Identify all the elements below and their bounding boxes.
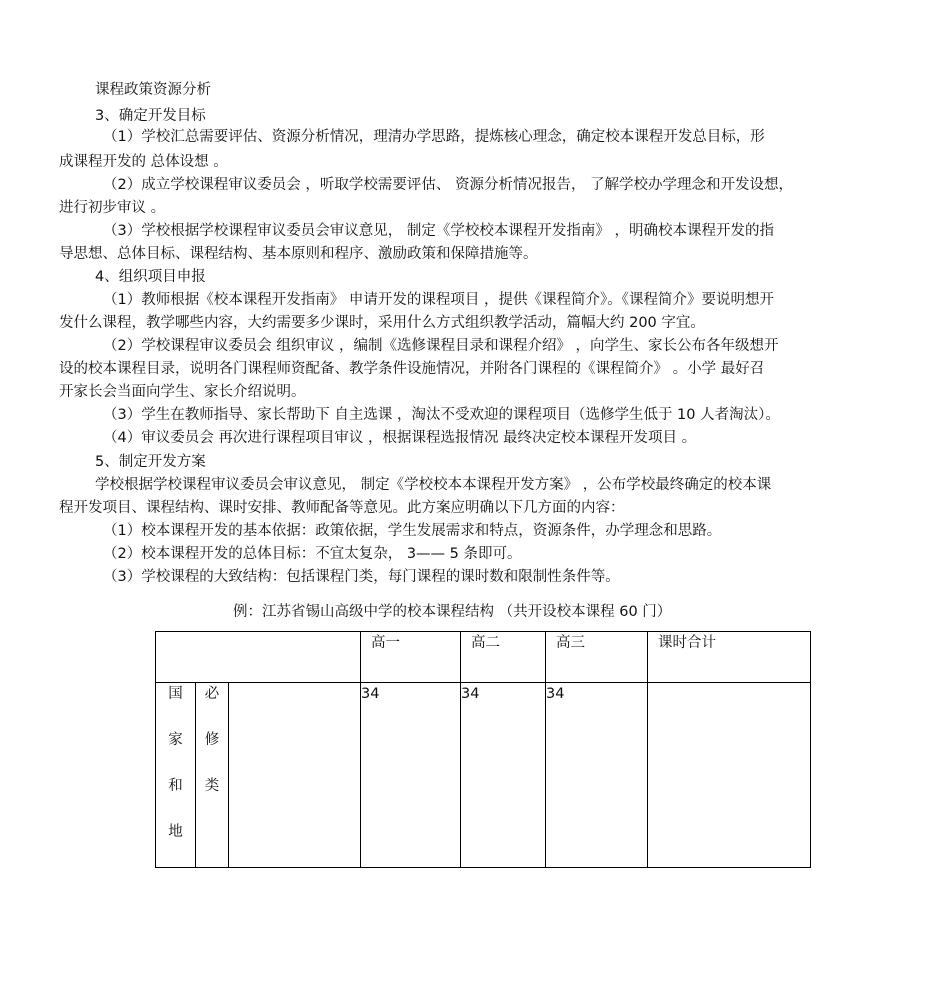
- category-char: 和: [168, 778, 183, 794]
- text-line-16: （4）审议委员会 再次进行课程项目审议 ，根据课程选报情况 最终决定校本课程开发项目 。: [103, 430, 697, 446]
- subcategory-char: 必: [204, 686, 220, 702]
- text-line-1: 课程政策资源分析: [95, 82, 211, 98]
- text-line-22: （3）学校课程的大致结构：包括课程门类，每门课程的课时数和限制性条件等。: [103, 569, 620, 585]
- text-line-18: 学校根据学校课程审议委员会审议意见， 制定《学校校本本课程开发方案》 ，公布学校最终确定的校本课: [95, 477, 772, 493]
- grade-1-hours: 34: [361, 683, 461, 868]
- course-structure-table: [155, 631, 811, 868]
- text-line-13: 设的校本课程目录，说明各门课程师资配备、教学条件设施情况，并附各门课程的《课程简介》 。小学 最好召: [59, 361, 765, 377]
- section-heading-5: 5、制定开发方案: [95, 454, 206, 470]
- table-caption: 例：江苏省锡山高级中学的校本课程结构 （共开设校本课程 60 门）: [233, 604, 672, 620]
- text-line-3: （1）学校汇总需要评估、资源分析情况，理清办学思路，提炼核心理念，确定校本课程开发总目标，形: [103, 129, 765, 145]
- text-line-8: 导思想、总体目标、课程结构、基本原则和程序、激励政策和保障措施等。: [59, 246, 538, 262]
- text-line-11: 发什么课程，教学哪些内容，大约需要多少课时，采用什么方式组织教学活动，篇幅大约 200 字宜。: [59, 315, 705, 331]
- text-line-4: 成课程开发的 总体设想 。: [59, 154, 228, 170]
- grade-3-hours: 34: [546, 683, 648, 868]
- course-name-cell: [229, 683, 361, 868]
- header-grade-2: 高二: [461, 632, 546, 683]
- total-hours: [648, 683, 811, 868]
- text-line-12: （2）学校课程审议委员会 组织审议 ，编制《选修课程目录和课程介绍》 ，向学生、家长公布各年级想开: [103, 338, 779, 354]
- text-line-6: 进行初步审议 。: [59, 200, 166, 216]
- grade-2-hours: 34: [461, 683, 546, 868]
- table-header-row: [156, 632, 811, 683]
- text-line-5: （2）成立学校课程审议委员会 ，听取学校需要评估、 资源分析情况报告， 了解学校办学理念和开发设想，: [103, 177, 794, 193]
- subcategory-cell: [196, 683, 229, 868]
- category-cell: [156, 683, 196, 868]
- table-row: [156, 683, 811, 868]
- text-line-10: （1）教师根据《校本课程开发指南》 申请开发的课程项目 ，提供《课程简介》。《课程简介》要说明想开: [103, 292, 774, 308]
- category-char: 地: [168, 824, 183, 840]
- header-corner-cell: [156, 632, 361, 683]
- section-heading-3: 3、确定开发目标: [95, 108, 206, 124]
- section-heading-4: 4、组织项目申报: [95, 269, 206, 285]
- header-grade-1: 高一: [361, 632, 461, 683]
- text-line-20: （1）校本课程开发的基本依据：政策依据，学生发展需求和特点，资源条件，办学理念和思路。: [103, 523, 722, 539]
- text-line-21: （2）校本课程开发的总体目标：不宜太复杂， 3—— 5 条即可。: [103, 546, 522, 562]
- category-char: 家: [168, 732, 183, 748]
- text-line-7: （3）学校根据学校课程审议委员会审议意见， 制定《学校校本课程开发指南》 ，明确校本课程开发的指: [103, 223, 774, 239]
- category-char: 国: [168, 686, 183, 702]
- text-line-19: 程开发项目、课程结构、课时安排、教师配备等意见。此方案应明确以下几方面的内容：: [59, 500, 625, 516]
- text-line-14: 开家长会当面向学生、家长介绍说明。: [59, 384, 306, 400]
- header-grade-3: 高三: [546, 632, 648, 683]
- subcategory-char: 类: [204, 778, 220, 794]
- text-line-15: （3）学生在教师指导、家长帮助下 自主选课 ，淘汰不受欢迎的课程项目（选修学生低于 10 人者淘汰）。: [103, 407, 780, 423]
- header-total-hours: 课时合计: [648, 632, 811, 683]
- subcategory-char: 修: [204, 732, 220, 748]
